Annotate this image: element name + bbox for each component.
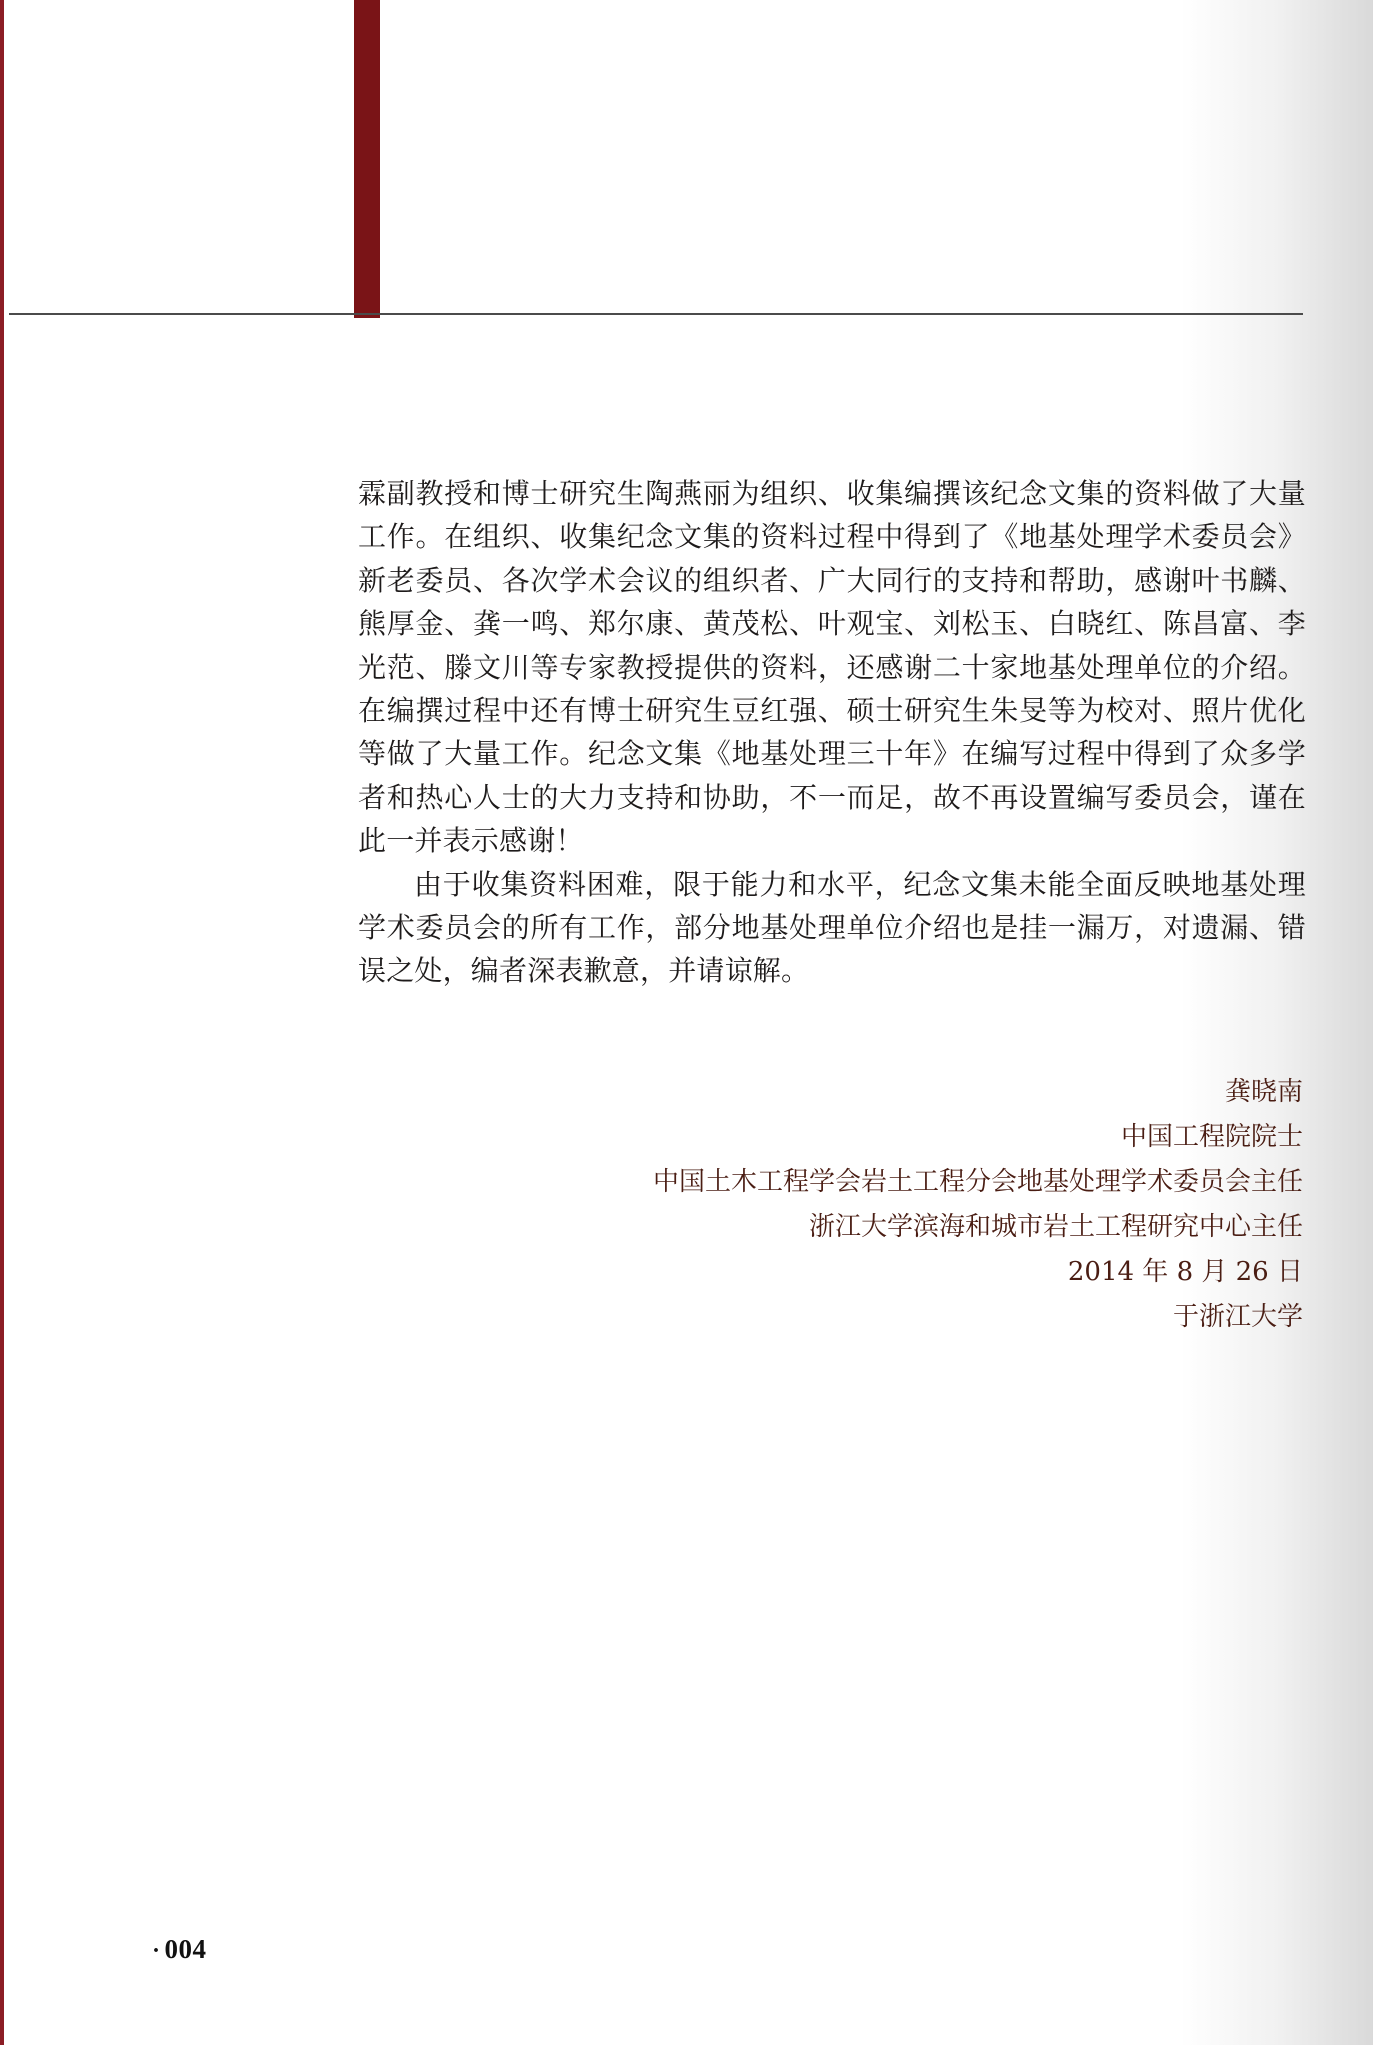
paragraph-1: 霖副教授和博士研究生陶燕丽为组织、收集编撰该纪念文集的资料做了大量工作。在组织、收集纪念文集的资料过程中得到了《地基处理学术委员会》新老委员、各次学术会议的组织者、广大同行的支持和帮助，感谢叶书麟、熊厚金、龚一鸣、郑尔康、黄茂松、叶观宝、刘松玉、白晓红、陈昌富、李光范、滕文川等专家教授提供的资料，还感谢二十家地基处理单位的介绍。在编撰过程中还有博士研究生豆红强、硕士研究生朱旻等为校对、照片优化等做了大量工作。纪念文集《地基处理三十年》在编写过程中得到了众多学者和热心人士的大力支持和协助，不一而足，故不再设置编写委员会，谨在此一并表示感谢！	[358, 477, 1306, 858]
page-number-prefix: ·	[152, 1938, 161, 1964]
signature-title-committee-director: 中国土木工程学会岩土工程分会地基处理学术委员会主任	[652, 1167, 1303, 1197]
signature-title-academician: 中国工程院院士	[1120, 1122, 1303, 1152]
signature-place: 于浙江大学	[1172, 1302, 1303, 1332]
top-red-bar	[354, 0, 380, 318]
header-rule	[9, 313, 1303, 315]
signature-name: 龚晓南	[1224, 1077, 1303, 1107]
signature-block	[543, 1070, 1303, 1340]
paragraph-2: 由于收集资料困难，限于能力和水平，纪念文集未能全面反映地基处理学术委员会的所有工作，部分地基处理单位介绍也是挂一漏万，对遗漏、错误之处，编者深表歉意，并请谅解。	[358, 867, 1306, 988]
body-text	[358, 472, 1306, 993]
left-page-edge	[0, 0, 4, 2045]
page-number-value: 004	[164, 1934, 207, 1964]
signature-date: 2014 年 8 月 26 日	[1067, 1257, 1303, 1287]
page-number	[152, 1934, 207, 1965]
signature-title-center-director: 浙江大学滨海和城市岩土工程研究中心主任	[808, 1212, 1303, 1242]
